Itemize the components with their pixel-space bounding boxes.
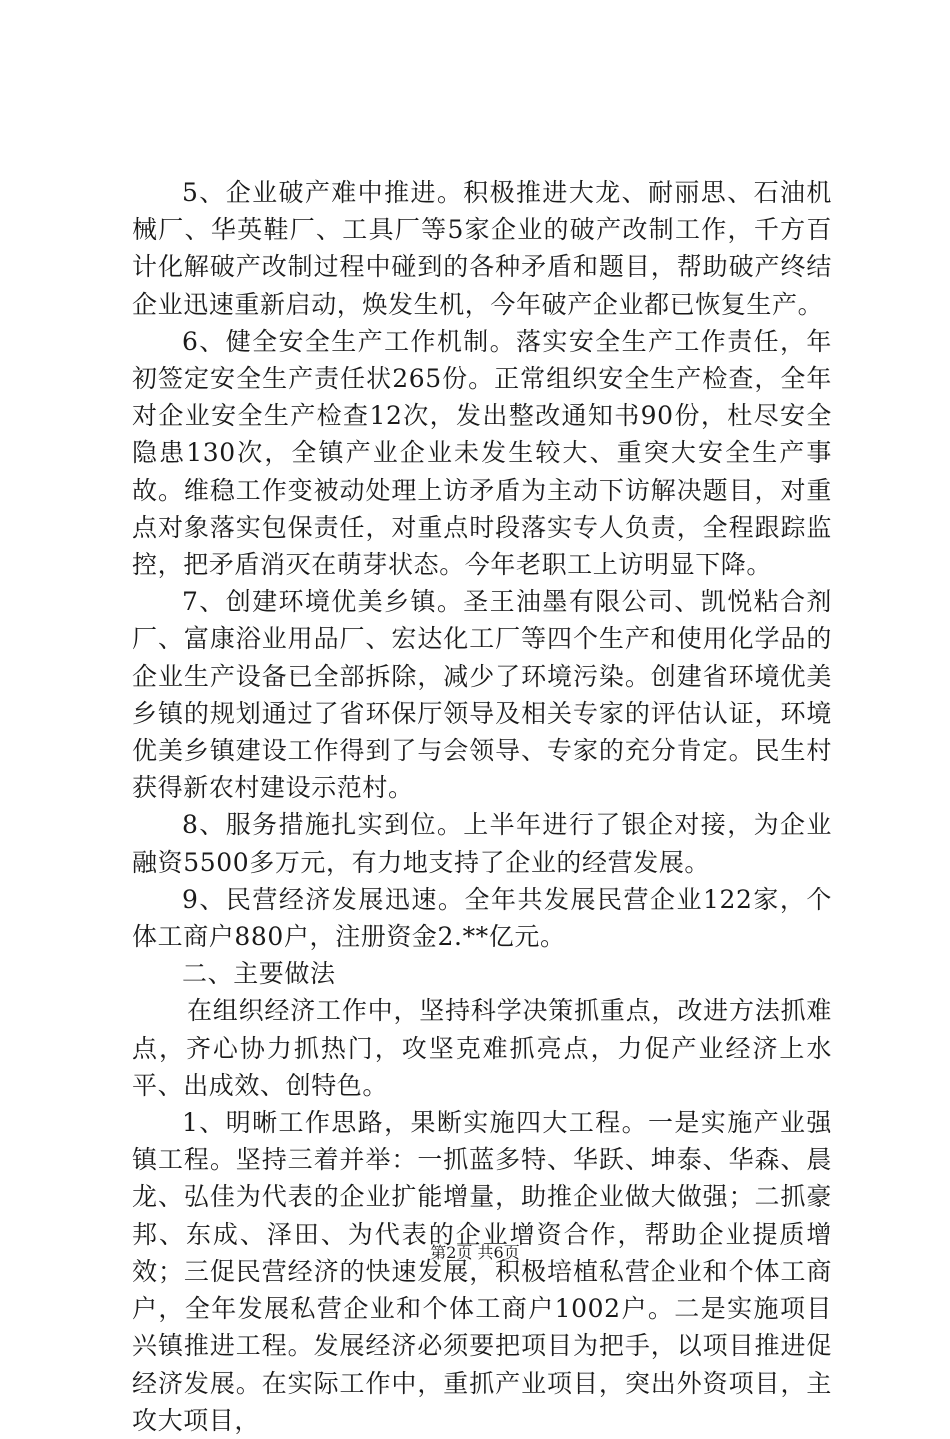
- paragraph-method-1: 1、明晰工作思路，果断实施四大工程。一是实施产业强镇工程。坚持三着并举：一抓蓝多特、华跃、坤泰、华森、晨龙、弘佳为代表的企业扩能增量，助推企业做大做强；二抓豪邦、东成、泽田、为代表的企业增资合作，帮助企业提质增效；三促民营经济的快速发展，积极培植私营企业和个体工商户，全年发展私营企业和个体工商户1002户。二是实施项目兴镇推进工程。发展经济必须要把项目为把手，以项目推进促经济发展。在实际工作中，重抓产业项目，突出外资项目，主攻大项目，: [132, 1108, 832, 1435]
- paragraph-item-8: 8、服务措施扎实到位。上半年进行了银企对接，为企业融资5500多万元，有力地支持了企业的经营发展。: [132, 810, 832, 877]
- paragraph-item-9: 9、民营经济发展迅速。全年共发展民营企业122家，个体工商户880户，注册资金2.**亿元。: [132, 884, 832, 952]
- paragraph-item-6: 6、健全安全生产工作机制。落实安全生产工作责任，年初签定安全生产责任状265份。正常组织安全生产检查，全年对企业安全生产检查12次，发出整改通知书90份，杜尽安全隐患130次，全镇产业企业未发生较大、重突大安全生产事故。维稳工作变被动处理上访矛盾为主动下访解决题目，对重点对象落实包保责任，对重点时段落实专人负责，全程跟踪监控，把矛盾消灭在萌芽状态。今年老职工上访明显下降。: [132, 326, 832, 580]
- paragraph-methods-intro: 在组织经济工作中，坚持科学决策抓重点，改进方法抓难点，齐心协力抓热门，攻坚克难抓亮点，力促产业经济上水平、出成效、创特色。: [132, 996, 832, 1100]
- page-number-footer: 第2页 共6页: [430, 1243, 520, 1262]
- section-heading-methods: 二、主要做法: [182, 959, 336, 989]
- paragraph-item-7: 7、创建环境优美乡镇。圣王油墨有限公司、凯悦粘合剂厂、富康浴业用品厂、宏达化工厂等四个生产和使用化学品的企业生产设备已全部拆除，减少了环境污染。创建省环境优美乡镇的规划通过了省环保厅领导及相关专家的评估认证，环境优美乡镇建设工作得到了与会领导、专家的充分肯定。民生村获得新农村建设示范村。: [132, 587, 832, 803]
- paragraph-item-5: 5、企业破产难中推进。积极推进大龙、耐丽思、石油机械厂、华英鞋厂、工具厂等5家企业的破产改制工作，千方百计化解破产改制过程中碰到的各种矛盾和题目，帮助破产终结企业迅速重新启动，焕发生机，今年破产企业都已恢复生产。: [132, 178, 832, 319]
